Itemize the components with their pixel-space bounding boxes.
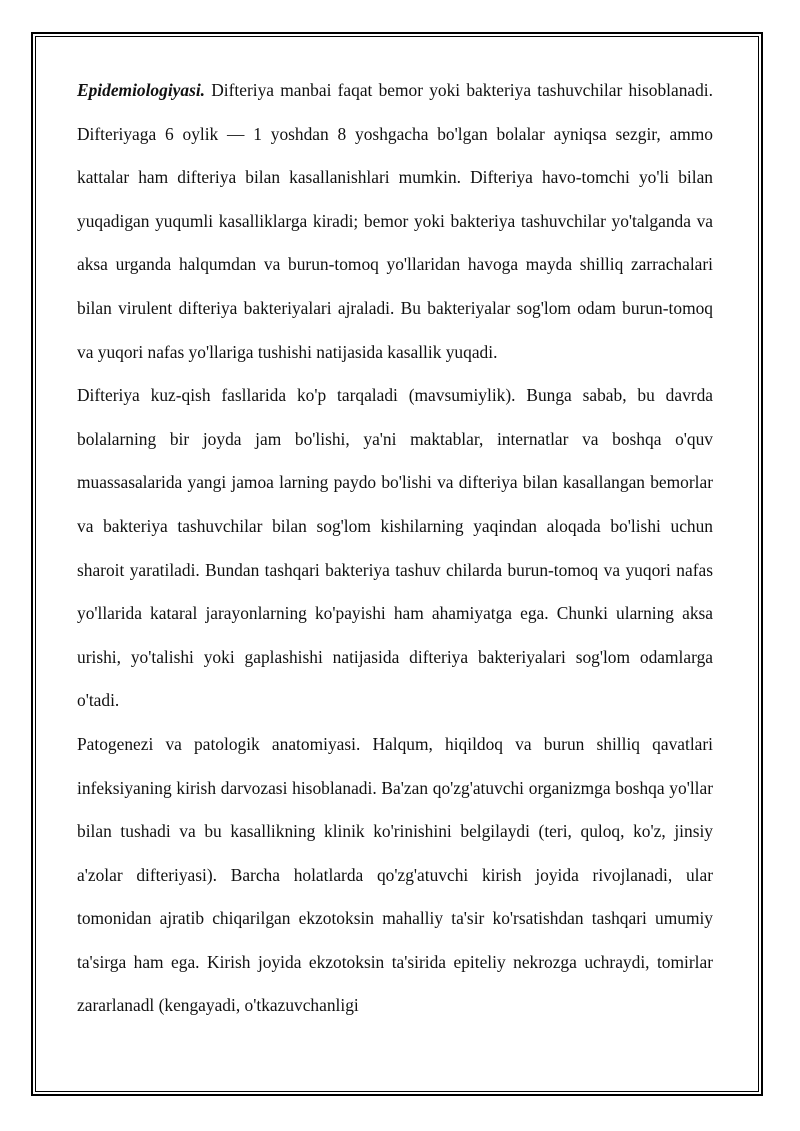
paragraph-text: Difteriya manbai faqat bemor yoki bakteriya tashuvchilar hisoblanadi. Difteriyaga 6 oylik — 1 yoshdan 8 yoshgacha bo'lgan bolalar ayniqsa sezgir, ammo kattalar ham difteriya bilan kasallanishlari mumkin. Difteriya havo-tomchi yo'li bilan yuqadigan yuqumli kasalliklarga kiradi; bemor yoki bakteriya tashuvchilar yo'talganda va aksa urganda halqumdan va burun-tomoq yo'llaridan havoga mayda shilliq zarrachalari bilan virulent difteriya bakteriyalari ajraladi. Bu bakteriyalar sog'lom odam burun-tomoq va yuqori nafas yo'llariga tushishi natijasida kasallik yuqadi. [77, 80, 713, 362]
document-body [77, 69, 713, 1028]
paragraph-pathogenesis [77, 723, 713, 1028]
section-heading-epidemiology: Epidemiologiyasi. [77, 80, 206, 100]
paragraph-text: Patogenezi va patologik anatomiyasi. Halqum, hiqildoq va burun shilliq qavatlari infeksiyaning kirish darvozasi hisoblanadi. Ba'zan qo'zg'atuvchi organizmga boshqa yo'llar bilan tushadi va bu kasallikning klinik ko'rinishini belgilaydi (teri, quloq, ko'z, jinsiy a'zolar difteriyasi). Barcha holatlarda qo'zg'atuvchi kirish joyida rivojlanadi, ular tomonidan ajratib chiqarilgan ekzotoksin mahalliy ta'sir ko'rsatishdan tashqari umumiy ta'sirga ham ega. Kirish joyida ekzotoksin ta'sirida epiteliy nekrozga uchraydi, tomirlar zararlanadl (kengayadi, o'tkazuvchanligi [77, 733, 713, 1016]
paragraph-text: Difteriya kuz-qish fasllarida ko'p tarqaladi (mavsumiylik). Bunga sabab, bu davrda bolalarning bir joyda jam bo'lishi, ya'ni maktablar, internatlar va boshqa o'quv muassasalarida yangi jamoa larning paydo bo'lishi va difteriya bilan kasallangan bemorlar va bakteriya tashuvchilar bilan sog'lom kishilarning yaqindan aloqada bo'lishi uchun sharoit yaratiladi. Bundan tashqari bakteriya tashuv chilarda burun-tomoq va yuqori nafas yo'llarida kataral jarayonlarning ko'payishi ham ahamiyatga ega. Chunki ularning aksa urishi, yo'talishi yoki gaplashishi natijasida difteriya bakteriyalari sog'lom odamlarga o'tadi. [77, 385, 713, 711]
paragraph-epidemiology [77, 69, 713, 374]
paragraph-seasonality [77, 374, 713, 723]
